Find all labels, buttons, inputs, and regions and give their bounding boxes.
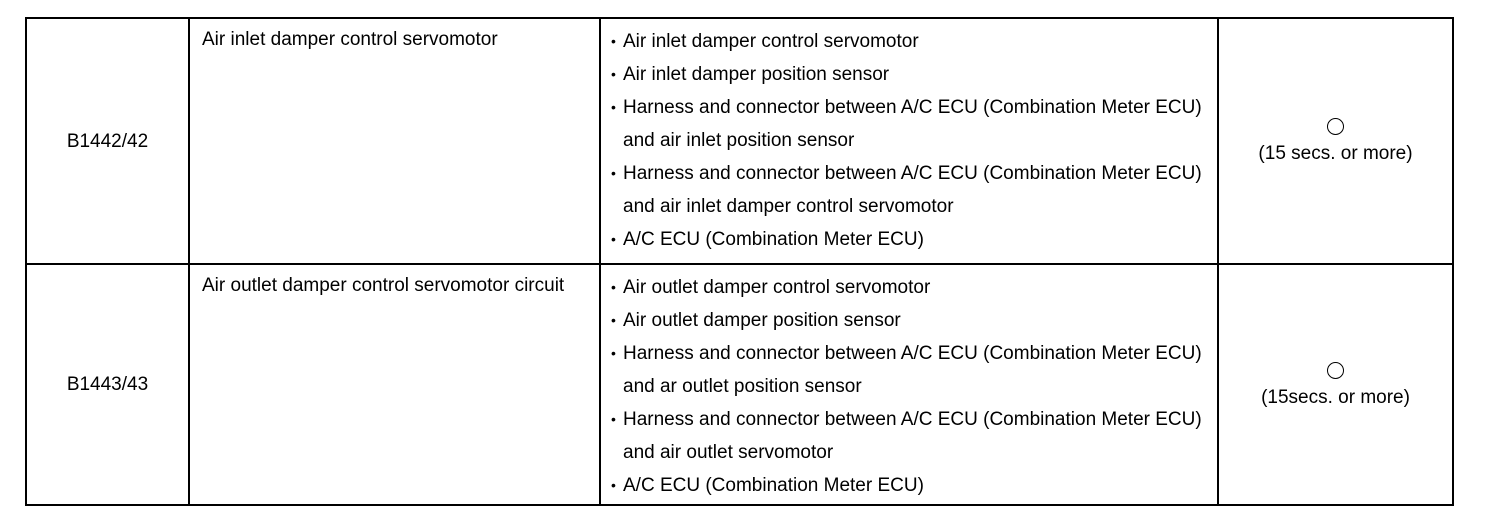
- trouble-area-text: Harness and connector between A/C ECU (Combination Meter ECU) and air outlet servomotor: [623, 409, 1202, 463]
- trouble-area-text: Harness and connector between A/C ECU (Combination Meter ECU) and ar outlet position sensor: [623, 343, 1202, 397]
- trouble-area-text: A/C ECU (Combination Meter ECU): [623, 229, 924, 250]
- trouble-area-text: Harness and connector between A/C ECU (Combination Meter ECU) and air inlet position sensor: [623, 97, 1202, 151]
- list-item: [611, 337, 1211, 403]
- memory-cell: [1218, 264, 1453, 505]
- list-item: [611, 403, 1211, 469]
- trouble-area-text: Air inlet damper position sensor: [623, 64, 890, 85]
- bullet-icon: •: [611, 411, 616, 427]
- dtc-code: B1443/43: [26, 264, 189, 505]
- dtc-table: [25, 17, 1454, 506]
- bullet-icon: •: [611, 345, 616, 361]
- list-item: [611, 469, 1211, 502]
- bullet-icon: •: [611, 33, 616, 49]
- list-item: [611, 157, 1211, 223]
- list-item: [611, 304, 1211, 337]
- bullet-icon: •: [611, 165, 616, 181]
- list-item: [611, 91, 1211, 157]
- table-row: [26, 264, 1453, 505]
- table-row: [26, 18, 1453, 264]
- memory-cell: [1218, 18, 1453, 264]
- list-item: [611, 223, 1211, 256]
- trouble-area-cell: [600, 264, 1218, 505]
- bullet-icon: •: [611, 312, 616, 328]
- trouble-area-text: Air outlet damper position sensor: [623, 310, 901, 331]
- dtc-code: B1442/42: [26, 18, 189, 264]
- trouble-area-text: Harness and connector between A/C ECU (Combination Meter ECU) and air inlet damper control servomotor: [623, 163, 1202, 217]
- circle-icon: [1327, 362, 1344, 379]
- list-item: [611, 25, 1211, 58]
- trouble-area-text: Air inlet damper control servomotor: [623, 31, 919, 52]
- bullet-icon: •: [611, 279, 616, 295]
- bullet-icon: •: [611, 66, 616, 82]
- trouble-area-cell: [600, 18, 1218, 264]
- bullet-icon: •: [611, 477, 616, 493]
- detection-item: Air inlet damper control servomotor: [189, 18, 600, 264]
- list-item: [611, 58, 1211, 91]
- trouble-area-text: Air outlet damper control servomotor: [623, 277, 931, 298]
- memory-note: (15 secs. or more): [1258, 143, 1413, 164]
- bullet-icon: •: [611, 231, 616, 247]
- memory-note: (15secs. or more): [1261, 386, 1410, 408]
- list-item: [611, 271, 1211, 304]
- bullet-icon: •: [611, 99, 616, 115]
- circle-icon: [1327, 118, 1344, 135]
- trouble-area-list: [611, 25, 1211, 256]
- detection-item: Air outlet damper control servomotor circuit: [189, 264, 600, 505]
- trouble-area-text: A/C ECU (Combination Meter ECU): [623, 475, 924, 496]
- trouble-area-list: [611, 271, 1211, 502]
